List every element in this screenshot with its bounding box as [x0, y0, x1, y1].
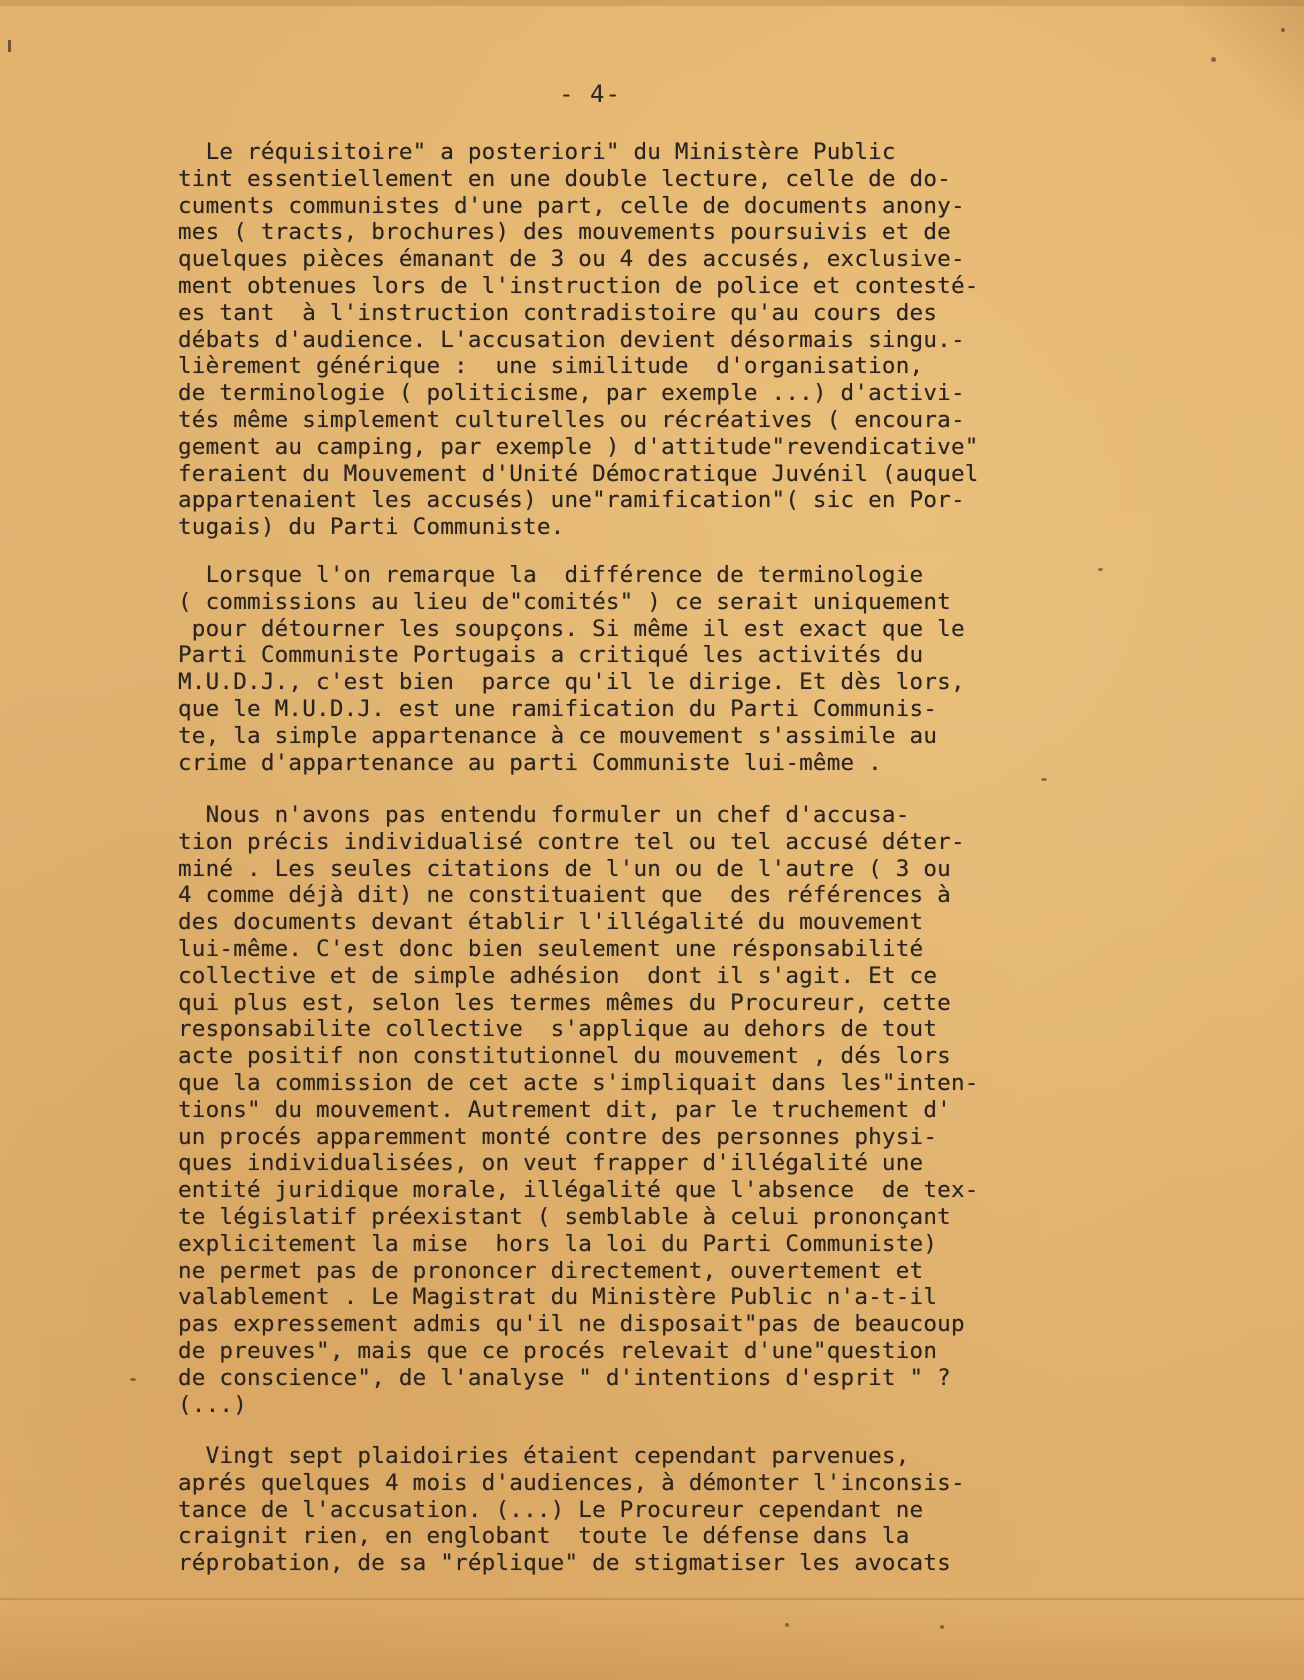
text-line: lui-même. C'est donc bien seulement une résponsabilité — [178, 935, 924, 962]
text-line: de conscience", de l'analyse " d'intentions d'esprit " ? — [178, 1364, 951, 1391]
ink-speck — [1211, 57, 1216, 62]
text-line: Vingt sept plaidoiries étaient cependant parvenues, — [178, 1443, 910, 1469]
page-top-edge — [0, 0, 1304, 6]
text-line: Le réquisitoire" a posteriori" du Ministère Public — [178, 139, 896, 165]
page-fold-line — [0, 1598, 1304, 1600]
text-line: collective et de simple adhésion dont il s'agit. Et ce — [178, 962, 938, 989]
ink-speck — [1281, 28, 1285, 32]
text-line: ment obtenues lors de l'instruction de police et contesté- — [178, 272, 979, 299]
text-line: pour détourner les soupçons. Si même il est exact que le — [178, 615, 965, 642]
text-line: ne permet pas de prononcer directement, ouvertement et — [178, 1257, 924, 1284]
text-line: lièrement générique : une similitude d'organisation, — [178, 353, 924, 380]
text-line: cuments communistes d'une part, celle de documents anony- — [178, 192, 965, 219]
text-line: tance de l'accusation. (...) Le Procureur cependant ne — [178, 1496, 924, 1523]
text-line: acte positif non constitutionnel du mouvement , dés lors — [178, 1043, 951, 1070]
text-line: (...) — [178, 1391, 248, 1418]
text-line: explicitement la mise hors la loi du Parti Communiste) — [178, 1230, 938, 1257]
text-line: tion précis individualisé contre tel ou tel accusé déter- — [178, 828, 965, 855]
text-line: tint essentiellement en une double lecture, celle de do- — [178, 165, 951, 192]
text-line: tugais) du Parti Communiste. — [178, 514, 565, 541]
text-line: te législatif préexistant ( semblable à celui prononçant — [178, 1203, 951, 1230]
page-bottom-edge — [0, 1604, 1304, 1680]
text-line: que la commission de cet acte s'impliquait dans les"inten- — [178, 1069, 979, 1096]
text-line: Lorsque l'on remarque la différence de terminologie — [178, 562, 924, 588]
text-line: tions" du mouvement. Autrement dit, par le truchement d' — [178, 1096, 951, 1123]
paragraph-plaidoiries — [178, 1443, 1118, 1577]
text-line: gement au camping, par exemple ) d'attitude"revendicative" — [178, 433, 979, 460]
text-line: tés même simplement culturelles ou récréatives ( encoura- — [178, 406, 965, 433]
text-line: quelques pièces émanant de 3 ou 4 des accusés, exclusive- — [178, 246, 965, 273]
text-line: que le M.U.D.J. est une ramification du Parti Communis- — [178, 695, 938, 722]
text-line: te, la simple appartenance à ce mouvement s'assimile au — [178, 722, 938, 749]
text-line: un procés apparemment monté contre des personnes physi- — [178, 1123, 938, 1150]
text-line: feraient du Mouvement d'Unité Démocratique Juvénil (auquel — [178, 460, 979, 487]
text-line: débats d'audience. L'accusation devient désormais singu.- — [178, 326, 965, 353]
text-line: des documents devant établir l'illégalité du mouvement — [178, 909, 924, 936]
text-line: Nous n'avons pas entendu formuler un chef d'accusa- — [178, 802, 910, 828]
text-line: M.U.D.J., c'est bien parce qu'il le dirige. Et dès lors, — [178, 669, 965, 696]
ink-speck — [1041, 778, 1047, 781]
text-line: qui plus est, selon les termes mêmes du Procureur, cette — [178, 989, 951, 1016]
text-line: valablement . Le Magistrat du Ministère Public n'a-t-il — [178, 1284, 938, 1311]
text-line: réprobation, de sa "réplique" de stigmatiser les avocats — [178, 1550, 951, 1577]
text-line: es tant à l'instruction contradistoire qu'au cours des — [178, 299, 938, 326]
text-line: Parti Communiste Portugais a critiqué les activités du — [178, 642, 924, 669]
paragraph-chef-accusation — [178, 802, 1118, 1418]
text-line: 4 comme déjà dit) ne constituaient que des références à — [178, 882, 951, 909]
text-line: craignit rien, en englobant toute le défense dans la — [178, 1523, 910, 1550]
text-line: responsabilite collective s'applique au dehors de tout — [178, 1016, 938, 1043]
text-line: mes ( tracts, brochures) des mouvements poursuivis et de — [178, 219, 951, 246]
margin-mark — [8, 40, 11, 52]
text-line: crime d'appartenance au parti Communiste lui-même . — [178, 749, 882, 776]
ink-speck — [1098, 568, 1103, 571]
paragraph-terminologie — [178, 562, 1118, 776]
paragraph-requisitoire — [178, 139, 1118, 541]
page-corner-shadow — [1184, 0, 1304, 120]
text-line: pas expressement admis qu'il ne disposait"pas de beaucoup — [178, 1311, 965, 1338]
text-line: miné . Les seules citations de l'un ou de l'autre ( 3 ou — [178, 855, 951, 882]
text-line: aprés quelques 4 mois d'audiences, à démonter l'inconsis- — [178, 1469, 965, 1496]
text-line: entité juridique morale, illégalité que l'absence de tex- — [178, 1177, 979, 1204]
text-line: de terminologie ( politicisme, par exemple ...) d'activi- — [178, 380, 965, 407]
ink-speck — [130, 1378, 136, 1381]
page-number: - 4- — [559, 80, 621, 108]
text-line: ques individualisées, on veut frapper d'illégalité une — [178, 1150, 924, 1177]
text-line: ( commissions au lieu de"comités" ) ce serait uniquement — [178, 588, 951, 615]
text-line: appartenaient les accusés) une"ramification"( sic en Por- — [178, 487, 965, 514]
text-line: de preuves", mais que ce procés relevait d'une"question — [178, 1337, 938, 1364]
